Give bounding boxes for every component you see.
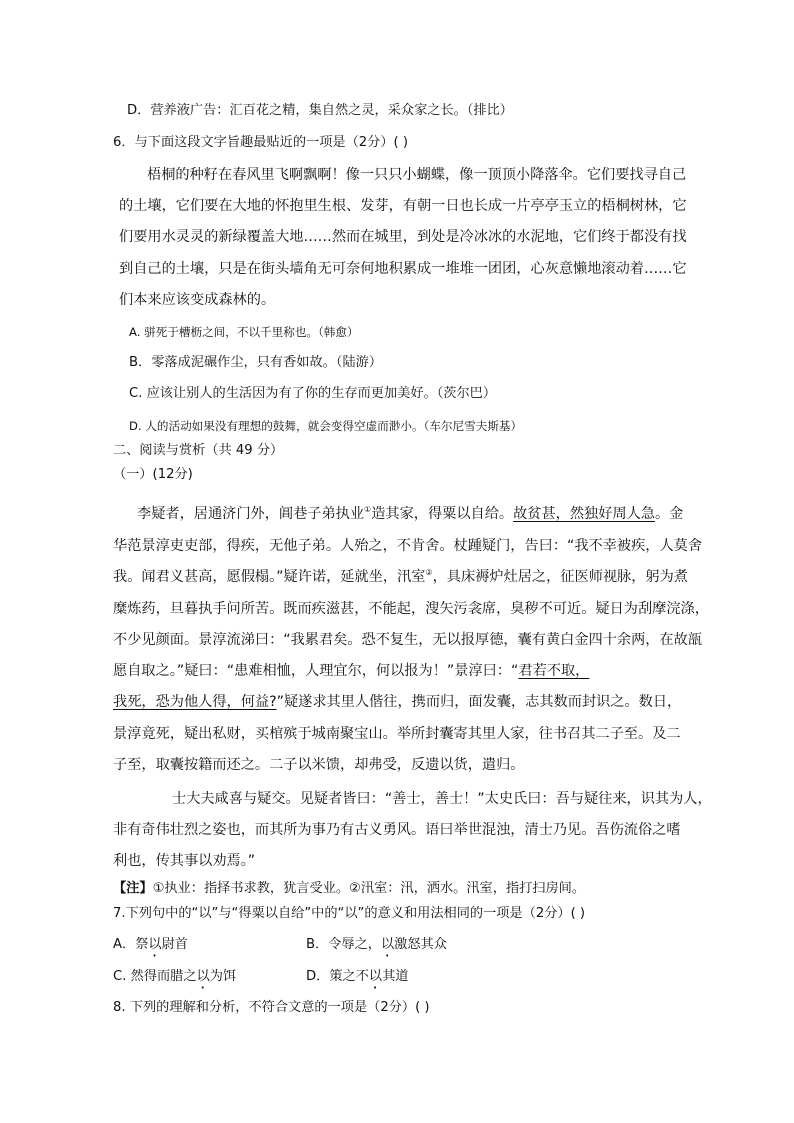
passage-text: ，具床褥炉灶居之，征医师视脉，躬为煮 <box>432 569 688 585</box>
passage-line: 非有奇伟壮烈之姿也，而其所为事乃有古义勇风。语曰举世混浊，清士乃见。吾伤流俗之嗜 <box>113 822 681 838</box>
passage-line <box>113 568 688 586</box>
passage-text: 愿自取之。”疑曰：“患难相恤，人理宜尔，何以报为！”景淳曰：“ <box>113 663 519 679</box>
note-label: 【注】 <box>113 881 153 896</box>
option-text: D．策之不 <box>306 969 369 984</box>
passage-line: 景淳竟死，疑出私财，买棺殡于城南聚宝山。举所封囊寄其里人家，往书召其二子至。及二 <box>113 726 681 742</box>
option-text: B．令辱之， <box>306 937 381 952</box>
passage-text: 造其家，得粟以自给。 <box>371 506 514 522</box>
underlined-sentence: 我死，恐为他人得，何益? <box>113 694 277 710</box>
emphasized-char: 以 <box>368 969 383 984</box>
passage-line: 华范景淳吏吏部，得疾，无他子弟。人殆之，不肯舍。杖踵疑门，告曰：“我不幸被疾，人莫舍 <box>113 538 703 554</box>
passage-line: 士大夫咸喜与疑交。见疑者皆曰：“善士，善士！”太史氏曰：吾与疑往来，识其为人， <box>172 791 712 807</box>
q6-passage-line: 的土壤，它们要在大地的怀抱里生根、发芽，有朝一日也长成一片亭亭玉立的梧桐树林，它 <box>119 198 687 214</box>
passage-line: 子至，取囊按籍而还之。二子以米馈，却弗受，反遗以货，遣归。 <box>113 757 525 773</box>
passage-line <box>113 662 589 680</box>
question-6-stem: 6．与下面这段文字旨趣最贴近的一项是（2分）( ) <box>113 135 409 150</box>
q6-passage-line: 梧桐的种籽在春风里飞啊飘啊！像一只只小蝴蝶，像一顶顶小降落伞。它们要找寻自己 <box>147 167 687 183</box>
q7-option-a <box>113 936 188 960</box>
q6-option-b: B．零落成泥碾作尘，只有香如故。（陆游） <box>129 355 383 370</box>
emphasized-char: 以 <box>148 937 162 952</box>
q6-passage-line: 到自己的土壤，只是在街头墙角无可奈何地积累成一堆堆一团团，心灰意懒地滚动着……它 <box>119 261 687 277</box>
passage-text: ”疑遂求其里人偕往，携而归，面发囊，志其数而封识之。数日， <box>276 694 682 710</box>
emphasized-char: 以 <box>380 937 395 952</box>
question-8-stem: 8. 下列的理解和分析，不符合文意的一项是（2分）( ) <box>113 1000 430 1015</box>
option-text: C. 然得而腊之 <box>113 969 197 984</box>
option-text: 其道 <box>382 969 409 984</box>
emphasized-char: 以 <box>196 969 210 984</box>
q6-option-d: D. 人的活动如果没有理想的鼓舞，就会变得空虚而渺小。（车尔尼雪夫斯基） <box>129 419 523 433</box>
passage-line: 利也，传其事以劝焉。” <box>113 853 256 869</box>
passage-line <box>137 505 683 523</box>
q7-option-b <box>306 936 447 960</box>
passage-text: 。金 <box>654 506 684 522</box>
passage-line: 不少见颜面。景淳流涕曰：“我累君矣。恐不复生，无以报厚德，囊有黄白金四十余两，在故瓿 <box>113 632 703 648</box>
option-text: A．祭 <box>113 937 149 952</box>
passage-line <box>113 693 681 711</box>
note-marker-1: ① <box>364 505 372 514</box>
passage-line: 糜炼药，旦暮执手问所苦。既而疾滋甚，不能起，溲矢污衾席，臭秽不可近。疑日为刮摩浣涤， <box>113 601 709 617</box>
underlined-sentence: 故贫甚，然独好周人急 <box>513 506 655 522</box>
option-d-prev: D．营养液广告：汇百花之精，集自然之灵，采众家之长。（排比） <box>127 103 513 118</box>
option-text: 激怒其众 <box>394 937 447 952</box>
passage-text: 李疑者，居通济门外，阊巷子弟执业 <box>137 506 365 522</box>
passage-text: 我。闻君义甚高，愿假榻。”疑许诺，延就坐，汛室 <box>113 569 426 585</box>
option-text: 尉首 <box>161 937 188 952</box>
question-7-stem: 7.下列句中的“以”与“得粟以自给”中的“以”的意义和用法相同的一项是（2分）( ) <box>113 906 586 921</box>
q7-option-c <box>113 968 236 992</box>
annotation-note <box>113 880 585 898</box>
section-2-title: 二、阅读与赏析（共 49 分） <box>113 443 284 458</box>
q6-option-a: A. 骈死于槽枥之间，不以千里称也。（韩愈） <box>129 325 359 339</box>
q6-passage-line: 们本来应该变成森林的。 <box>119 292 276 308</box>
q7-option-d <box>306 968 408 992</box>
note-text: ①执业：指择书求教，犹言受业。②汛室：汛，洒水。汛室，指打扫房间。 <box>152 881 586 896</box>
q6-option-c: C. 应该让别人的生活因为有了你的生存而更加美好。（茨尔巴） <box>129 386 497 401</box>
q6-passage-line: 们要用水灵灵的新绿覆盖大地……然而在城里，到处是冷冰冰的水泥地，它们终于都没有找 <box>119 229 687 245</box>
section-2-sub: （一）(12分) <box>113 467 193 482</box>
note-marker-2: ② <box>425 568 433 577</box>
option-text: 为饵 <box>209 969 237 984</box>
underlined-sentence: 君若不取， <box>518 663 590 679</box>
